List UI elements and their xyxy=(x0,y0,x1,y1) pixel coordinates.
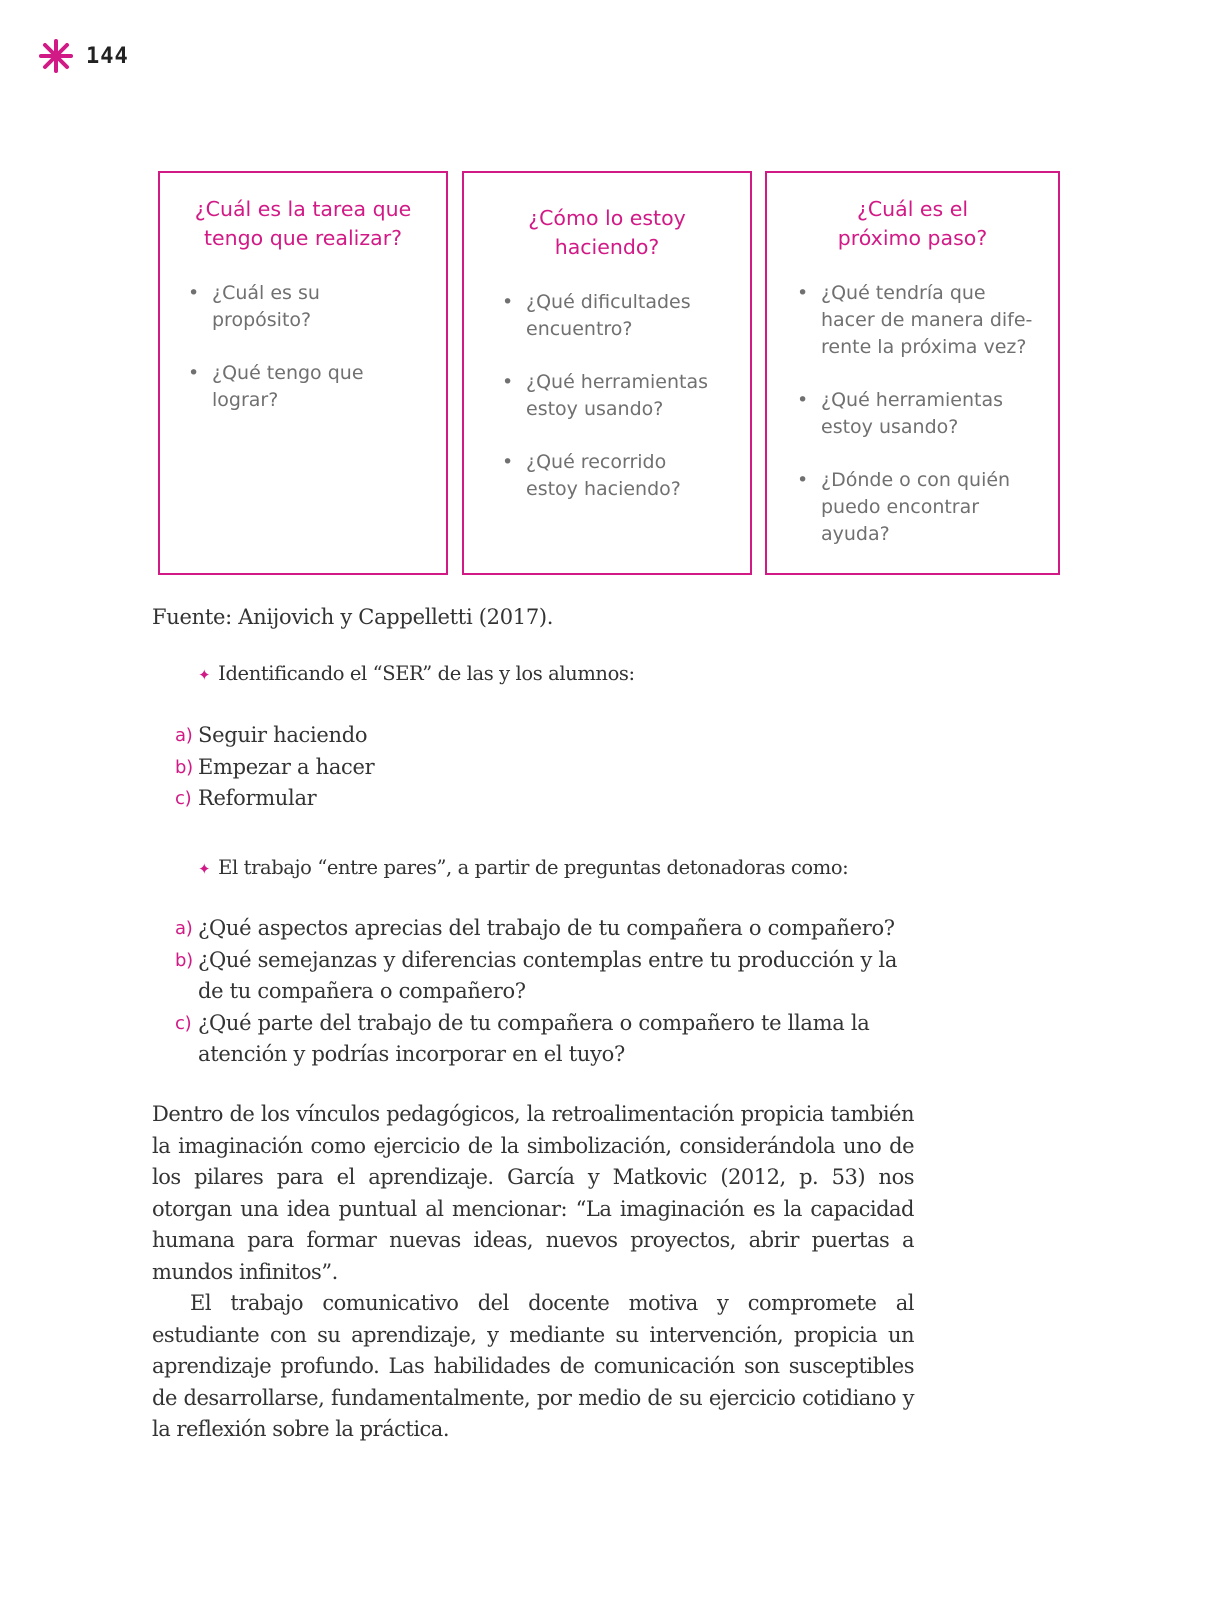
list-letter: b) xyxy=(175,949,193,971)
list-item: • ¿Cuál es su propósito? xyxy=(188,280,438,334)
list-item: • ¿Qué recorrido estoy haciendo? xyxy=(502,449,742,503)
list-item xyxy=(175,1008,925,1071)
diamond-bullet-icon: ✦ xyxy=(198,860,211,878)
asterisk-star-icon xyxy=(38,38,74,74)
section-heading xyxy=(198,662,635,685)
list-letter: c) xyxy=(175,1012,192,1034)
list-item: • ¿Dónde o con quién puedo encontrar ayuda? xyxy=(797,467,1050,548)
question-cards xyxy=(158,171,1060,575)
list-item xyxy=(175,720,925,752)
card-title: ¿Cómo lo estoy haciendo? xyxy=(528,206,686,259)
list-item-text: ¿Qué semejanzas y diferencias contemplas entre tu producción y la de tu compañera o compañero? xyxy=(198,947,898,1003)
card-list xyxy=(502,289,742,529)
section-heading xyxy=(198,856,848,879)
list-item-text: Reformular xyxy=(198,786,317,810)
list-item: • ¿Qué dificultades encuentro? xyxy=(502,289,742,343)
card-next-step xyxy=(765,171,1060,575)
list-letter: a) xyxy=(175,725,193,746)
list-item-text: ¿Qué aspectos aprecias del trabajo de tu compañera o compañero? xyxy=(198,916,895,940)
list-letter: b) xyxy=(175,756,193,778)
lettered-list xyxy=(175,913,925,1071)
body-paragraph: Dentro de los vínculos pedagógicos, la retroalimentación propicia también la imaginación como ejercicio de la simbolización, considerándola uno de los pilares para el aprendizaje. García y Matkovic (2012, p. 53) nos otorgan una idea puntual al mencionar: “La imaginación es la capacidad humana para formar nuevas ideas, nuevos proyectos, abrir puertas a mundos infinitos”. xyxy=(152,1102,914,1284)
page-number: 144 xyxy=(86,43,129,69)
page-header xyxy=(38,38,129,74)
card-title: ¿Cuál es el próximo paso? xyxy=(837,197,988,250)
list-letter: c) xyxy=(175,788,192,809)
list-item-text: Empezar a hacer xyxy=(198,754,375,779)
list-item: • ¿Qué herramientas estoy usando? xyxy=(502,369,742,423)
section-heading-text: El trabajo “entre pares”, a partir de preguntas detonadoras como: xyxy=(218,856,849,879)
list-item xyxy=(175,913,925,945)
card-title: ¿Cuál es la tarea que tengo que realizar? xyxy=(194,197,412,250)
list-item: • ¿Qué tengo que lograr? xyxy=(188,360,438,414)
list-letter: a) xyxy=(175,918,193,939)
list-item xyxy=(175,945,925,1008)
source-citation: Fuente: Anijovich y Cappelletti (2017). xyxy=(152,605,554,629)
list-item xyxy=(175,783,925,815)
lettered-list xyxy=(175,720,925,815)
card-list xyxy=(188,280,438,440)
list-item-text: ¿Qué parte del trabajo de tu compañera o compañero te llama la atención y podrías incorporar en el tuyo? xyxy=(198,1010,870,1066)
card-progress xyxy=(462,171,752,575)
card-task xyxy=(158,171,448,575)
list-item: • ¿Qué herramientas estoy usando? xyxy=(797,387,1050,441)
body-paragraph: El trabajo comunicativo del docente motiva y compromete al estudiante con su aprendizaje, y mediante su intervención, propicia un aprendizaje profundo. Las habilidades de comunicación son susceptibles de desarrollarse, fundamentalmente, por medio de su ejercicio cotidiano y la reflexión sobre la práctica. xyxy=(152,1291,914,1441)
card-list xyxy=(797,280,1050,574)
list-item xyxy=(175,752,925,784)
diamond-bullet-icon: ✦ xyxy=(198,666,211,684)
section-heading-text: Identificando el “SER” de las y los alumnos: xyxy=(218,662,635,685)
list-item-text: Seguir haciendo xyxy=(198,723,368,747)
list-item: • ¿Qué tendría que hacer de manera dife- rente la próxima vez? xyxy=(797,280,1050,361)
